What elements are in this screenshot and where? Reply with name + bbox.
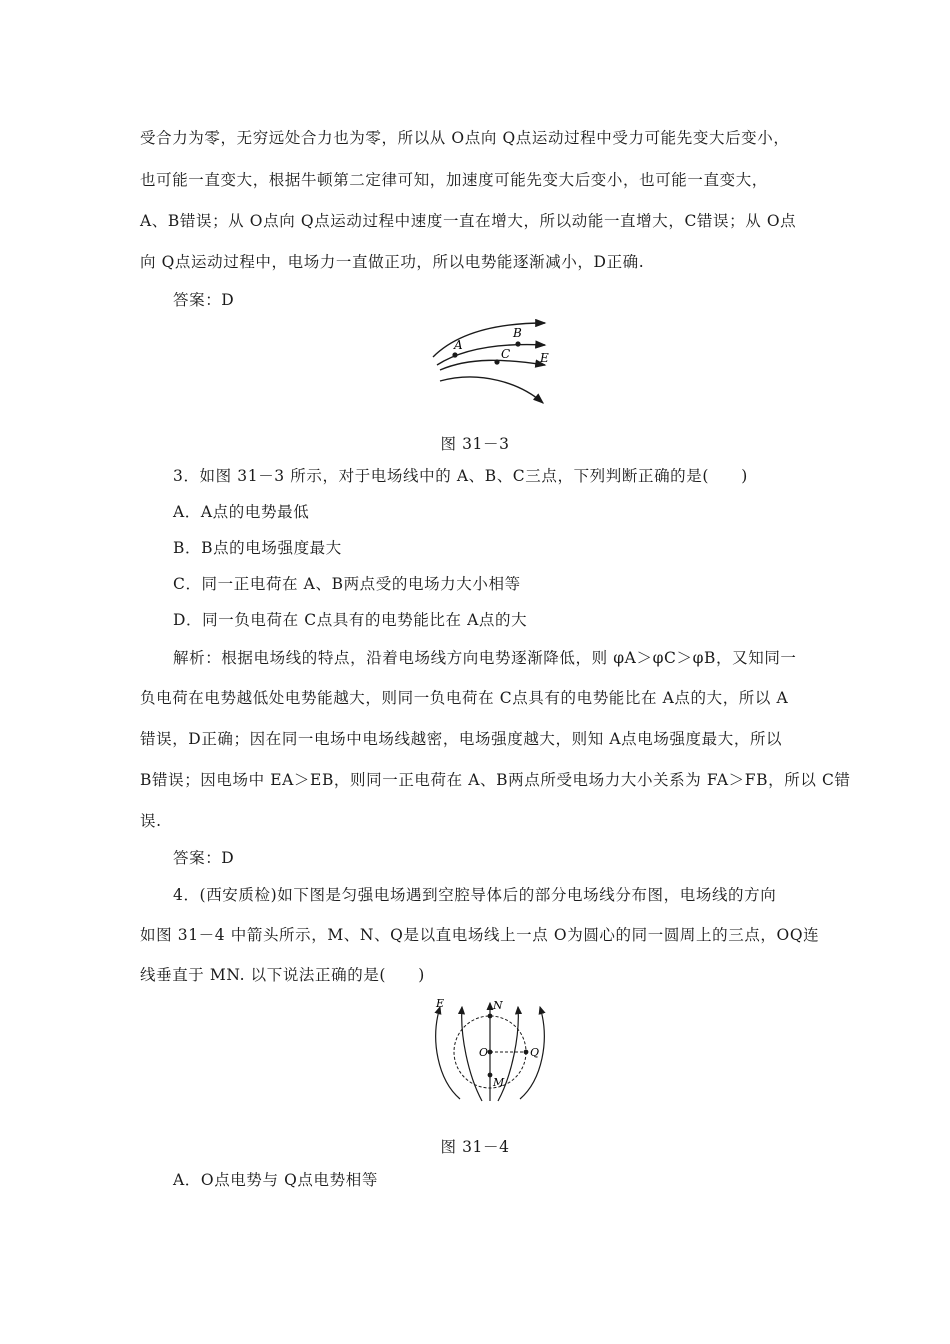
- option-a: A．O点电势与 Q点电势相等: [173, 1171, 378, 1189]
- field-line: [433, 323, 545, 357]
- label-b: B: [513, 326, 522, 340]
- analysis-line: 负电荷在电势越低处电势能越大，则同一负电荷在 C点具有的电势能比在 A点的大，所以 A: [140, 689, 789, 707]
- figure-31-4: [420, 995, 560, 1109]
- option-d: D．同一负电荷在 C点具有的电势能比在 A点的大: [173, 611, 528, 629]
- text-line: 受合力为零，无穷远处合力也为零，所以从 O点向 Q点运动过程中受力可能先变大后变小，: [140, 129, 790, 147]
- label-q: Q: [530, 1046, 540, 1059]
- analysis-line: B错误；因电场中 EA＞EB，则同一正电荷在 A、B两点所受电场力大小关系为 FA＞FB，所以 C错: [140, 771, 851, 789]
- field-line: [436, 1007, 460, 1099]
- figure-31-3-caption: 图 31－3: [440, 435, 510, 453]
- label-e: E: [540, 351, 549, 365]
- label-c: C: [501, 347, 511, 361]
- field-line: [440, 360, 545, 370]
- conductor-cavity-field-diagram: [420, 995, 560, 1105]
- answer-line: 答案：D: [173, 291, 235, 309]
- analysis-line: 误.: [140, 812, 162, 830]
- figure-31-4-caption: 图 31－4: [440, 1138, 510, 1156]
- label-n: N: [493, 999, 503, 1012]
- question-4-stem: 如图 31－4 中箭头所示，M、N、Q是以直电场线上一点 O为圆心的同一圆周上的三点，OQ连: [140, 926, 820, 944]
- label-e: E: [436, 997, 445, 1010]
- point-a-dot: [452, 352, 457, 357]
- text-line: A、B错误；从 O点向 Q点运动过程中速度一直在增大，所以动能一直增大，C错误；从 O点: [140, 212, 797, 230]
- field-line: [440, 377, 543, 403]
- electric-field-lines-diagram: [425, 315, 555, 407]
- point-n-dot: [488, 1014, 493, 1019]
- label-a: A: [454, 338, 463, 352]
- label-o: O: [479, 1046, 489, 1059]
- option-c: C．同一正电荷在 A、B两点受的电场力大小相等: [173, 575, 521, 593]
- option-b: B．B点的电场强度最大: [173, 539, 342, 557]
- point-b-dot: [515, 341, 520, 346]
- option-a: A．A点的电势最低: [173, 503, 310, 521]
- question-3-stem: 3．如图 31－3 所示，对于电场线中的 A、B、C三点，下列判断正确的是( ): [173, 467, 748, 485]
- point-q-dot: [524, 1050, 529, 1055]
- question-4-stem: 4．(西安质检)如下图是匀强电场遇到空腔导体后的部分电场线分布图，电场线的方向: [173, 886, 777, 904]
- analysis-line: 错误，D正确；因在同一电场中电场线越密，电场强度越大，则知 A点电场强度最大，所以: [140, 730, 783, 748]
- figure-31-3: [425, 315, 555, 411]
- point-c-dot: [494, 359, 499, 364]
- answer-line: 答案：D: [173, 849, 235, 867]
- text-line: 向 Q点运动过程中，电场力一直做正功，所以电势能逐渐减小，D正确.: [140, 253, 645, 271]
- analysis-line: 解析：根据电场线的特点，沿着电场线方向电势逐渐降低，则 φA＞φC＞φB，又知同一: [173, 649, 797, 667]
- point-o-dot: [488, 1050, 493, 1055]
- question-4-stem: 线垂直于 MN. 以下说法正确的是( ): [140, 966, 425, 984]
- text-line: 也可能一直变大，根据牛顿第二定律可知，加速度可能先变大后变小，也可能一直变大，: [140, 171, 768, 189]
- label-m: M: [493, 1076, 505, 1089]
- point-m-dot: [488, 1073, 493, 1078]
